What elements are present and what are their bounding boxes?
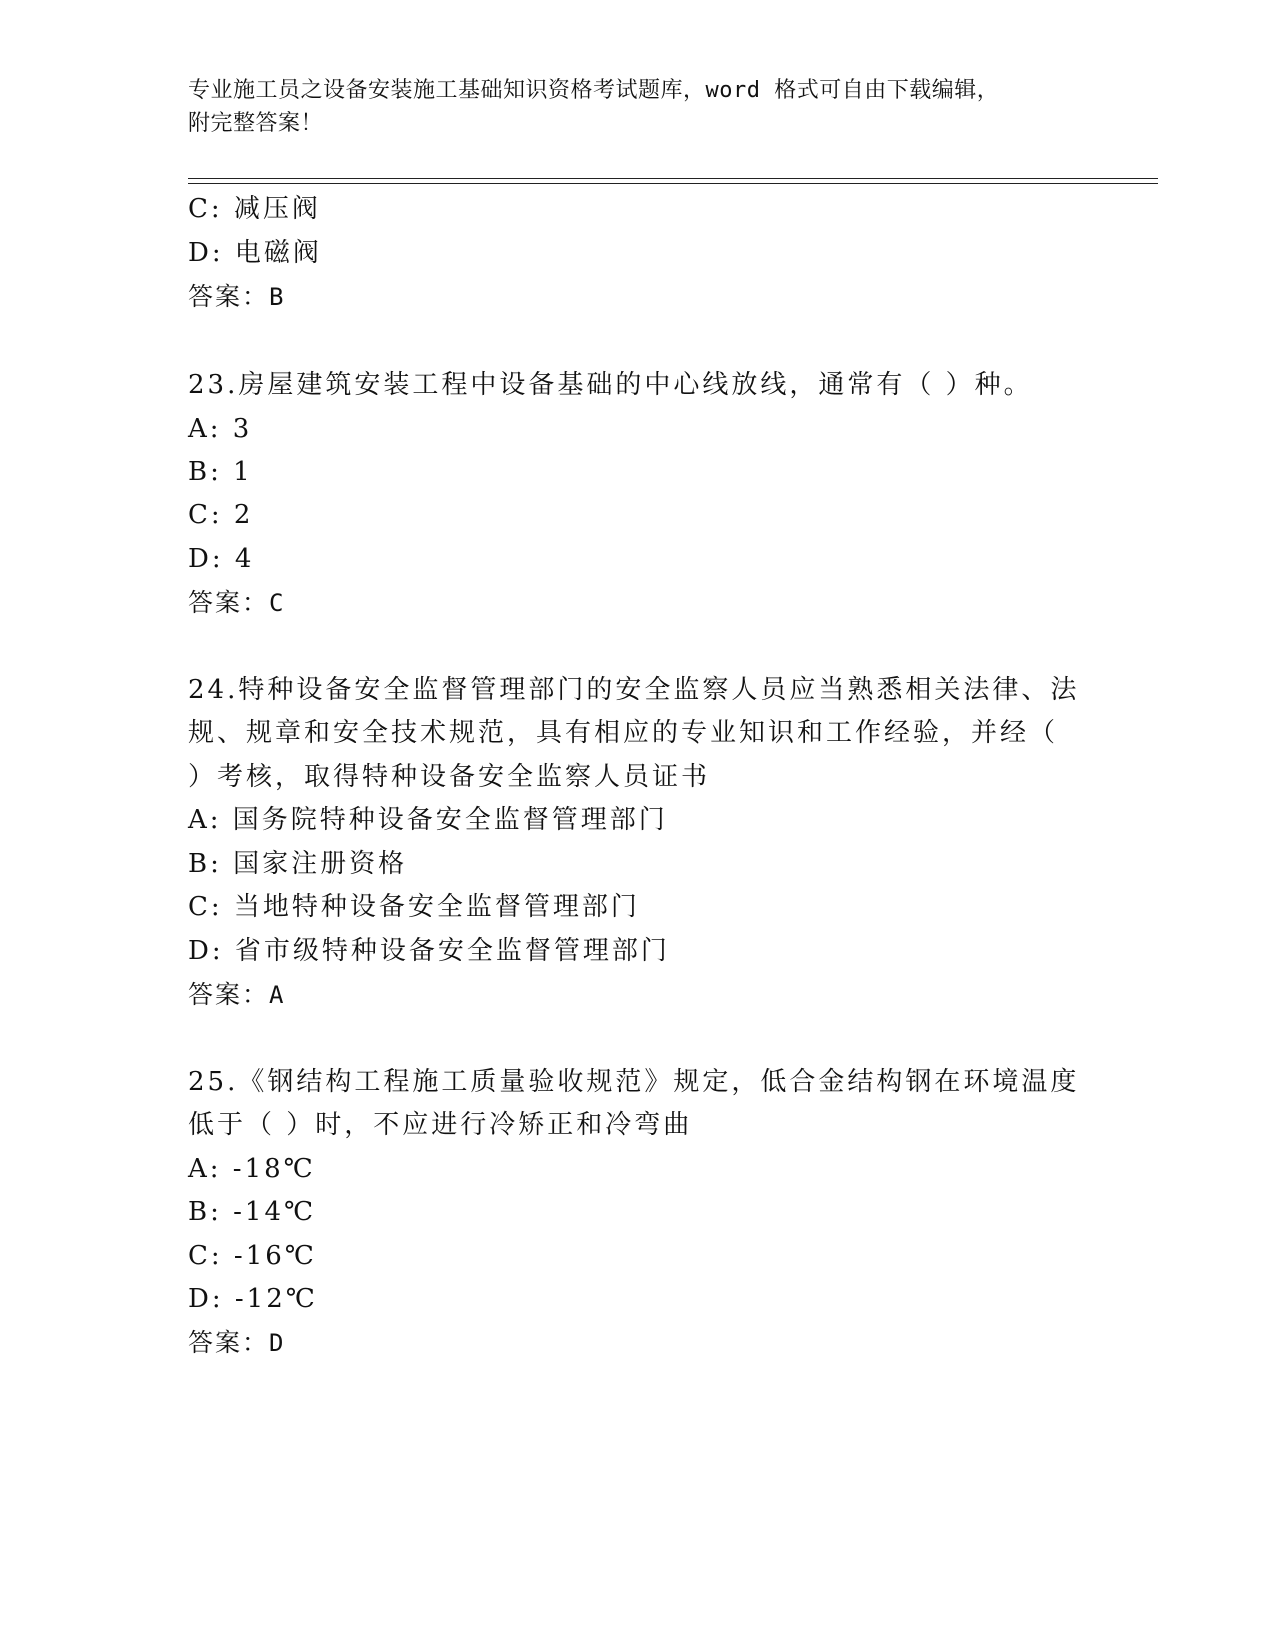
q25-stem-line-1: 25.《钢结构工程施工质量验收规范》规定，低合金结构钢在环境温度 bbox=[188, 1067, 1080, 1097]
q23-option-a: A: 3 bbox=[188, 414, 253, 444]
q24-option-d: D: 省市级特种设备安全监督管理部门 bbox=[188, 936, 670, 966]
document-header bbox=[188, 74, 1068, 140]
prev-answer bbox=[188, 282, 285, 312]
q24-option-b: B: 国家注册资格 bbox=[188, 849, 408, 879]
answer-label: 答案： bbox=[188, 1328, 270, 1357]
q25-answer bbox=[188, 1328, 285, 1358]
header-divider-top bbox=[188, 178, 1158, 179]
header-line-1: 专业施工员之设备安装施工基础知识资格考试题库，word 格式可自由下载编辑， bbox=[188, 78, 1000, 103]
q25-option-b: B: -14℃ bbox=[188, 1197, 317, 1227]
q24-stem-line-2: 规、规章和安全技术规范，具有相应的专业知识和工作经验，并经（ bbox=[188, 718, 1059, 748]
answer-label: 答案： bbox=[188, 588, 270, 617]
answer-value: D bbox=[269, 1329, 286, 1357]
q23-option-d: D: 4 bbox=[188, 544, 255, 574]
answer-value: C bbox=[269, 589, 286, 617]
q23-stem: 23.房屋建筑安装工程中设备基础的中心线放线，通常有（ ）种。 bbox=[188, 370, 1033, 400]
answer-label: 答案： bbox=[188, 980, 270, 1009]
header-divider-bottom bbox=[188, 183, 1158, 184]
q24-option-a: A: 国务院特种设备安全监督管理部门 bbox=[188, 805, 668, 835]
q25-option-c: C: -16℃ bbox=[188, 1241, 317, 1271]
answer-label: 答案： bbox=[188, 282, 270, 311]
q23-option-c: C: 2 bbox=[188, 500, 254, 530]
q23-option-b: B: 1 bbox=[188, 457, 253, 487]
answer-value: A bbox=[269, 981, 286, 1009]
q24-stem-line-1: 24.特种设备安全监督管理部门的安全监察人员应当熟悉相关法律、法 bbox=[188, 675, 1080, 705]
q25-option-d: D: -12℃ bbox=[188, 1284, 318, 1314]
header-line-2: 附完整答案！ bbox=[188, 111, 324, 136]
q25-stem-line-2: 低于（ ）时，不应进行冷矫正和冷弯曲 bbox=[188, 1110, 693, 1140]
q23-answer bbox=[188, 588, 285, 618]
prev-option-d: D: 电磁阀 bbox=[188, 238, 322, 268]
q24-answer bbox=[188, 980, 285, 1010]
prev-option-c: C: 减压阀 bbox=[188, 194, 321, 224]
q24-option-c: C: 当地特种设备安全监督管理部门 bbox=[188, 892, 640, 922]
q24-stem-line-3: ）考核，取得特种设备安全监察人员证书 bbox=[188, 762, 711, 792]
answer-value: B bbox=[269, 283, 286, 311]
q25-option-a: A: -18℃ bbox=[188, 1154, 316, 1184]
